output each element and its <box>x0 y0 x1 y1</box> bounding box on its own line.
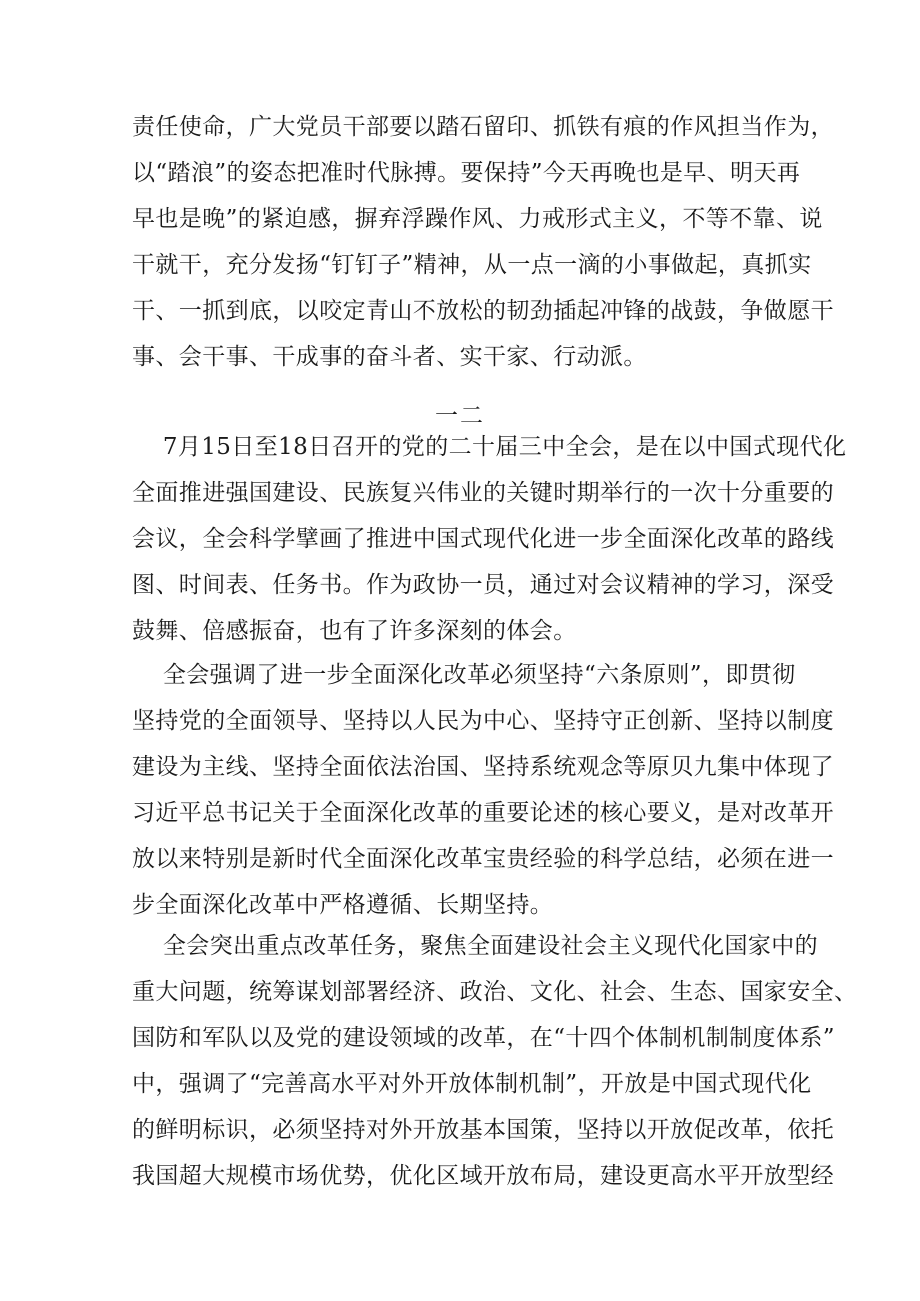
text-line: 坚持党的全面领导、坚持以人民为中心、坚持守正创新、坚持以制度 <box>132 708 834 734</box>
text-line: 我国超大规模市场优势，优化区域开放布局，建设更高水平开放型经 <box>132 1163 834 1189</box>
text-line: 全会强调了进一步全面深化改革必须坚持“六条原则”，即贯彻 <box>132 662 796 688</box>
paragraph-six-principles <box>132 652 834 928</box>
text-line: 7月15日至18日召开的党的二十届三中全会，是在以中国式现代化 <box>132 434 847 460</box>
text-line: 以“踏浪”的姿态把准时代脉搏。要保持”今天再晚也是早、明天再 <box>132 160 801 186</box>
paragraph-responsibility <box>132 104 834 380</box>
text-line: 会议，全会科学擘画了推进中国式现代化进一步全面深化改革的路线 <box>132 526 834 552</box>
text-line: 责任使命，广大党员干部要以踏石留印、抓铁有痕的作风担当作为， <box>132 114 834 140</box>
text-line: 早也是晚”的紧迫感，摒弃浮躁作风、力戒形式主义，不等不靠、说 <box>132 206 823 232</box>
text-line: 步全面深化改革中严格遵循、长期坚持。 <box>132 892 554 918</box>
text-line: 干、一抓到底，以咬定青山不放松的韧劲插起冲锋的战鼓，争做愿干 <box>132 298 834 324</box>
text-line: 的鲜明标识，必须坚持对外开放基本国策，坚持以开放促改革，依托 <box>132 1117 834 1143</box>
text-line: 国防和军队以及党的建设领域的改革，在“十四个体制机制制度体系” <box>132 1025 835 1051</box>
text-line: 鼓舞、倍感振奋，也有了许多深刻的体会。 <box>132 618 577 644</box>
text-line: 全面推进强国建设、民族复兴伟业的关键时期举行的一次十分重要的 <box>132 480 834 506</box>
text-line: 重大问题，统筹谋划部署经济、政治、文化、社会、生态、国家安全、 <box>132 979 858 1005</box>
text-line: 建设为主线、坚持全面依法治国、坚持系统观念等原贝九集中体现了 <box>132 754 834 780</box>
text-line: 干就干，充分发扬“钉钉子”精神，从一点一滴的小事做起，真抓实 <box>132 252 812 278</box>
text-line: 放以来特别是新时代全面深化改革宝贵经验的科学总结，必须在进一 <box>132 846 834 872</box>
paragraph-plenary-intro <box>132 424 847 654</box>
text-line: 事、会干事、干成事的奋斗者、实干家、行动派。 <box>132 344 647 370</box>
text-line: 图、时间表、任务书。作为政协一员，通过对会议精神的学习，深受 <box>132 572 834 598</box>
text-line: 中，强调了“完善高水平对外开放体制机制”，开放是中国式现代化 <box>132 1071 812 1097</box>
section-number: 一二 <box>435 403 485 429</box>
text-line: 习近平总书记关于全面深化改革的重要论述的核心要义，是对改革开 <box>132 800 834 826</box>
paragraph-reform-tasks <box>132 923 858 1199</box>
text-line: 全会突出重点改革任务，聚焦全面建设社会主义现代化国家中的 <box>132 933 819 959</box>
